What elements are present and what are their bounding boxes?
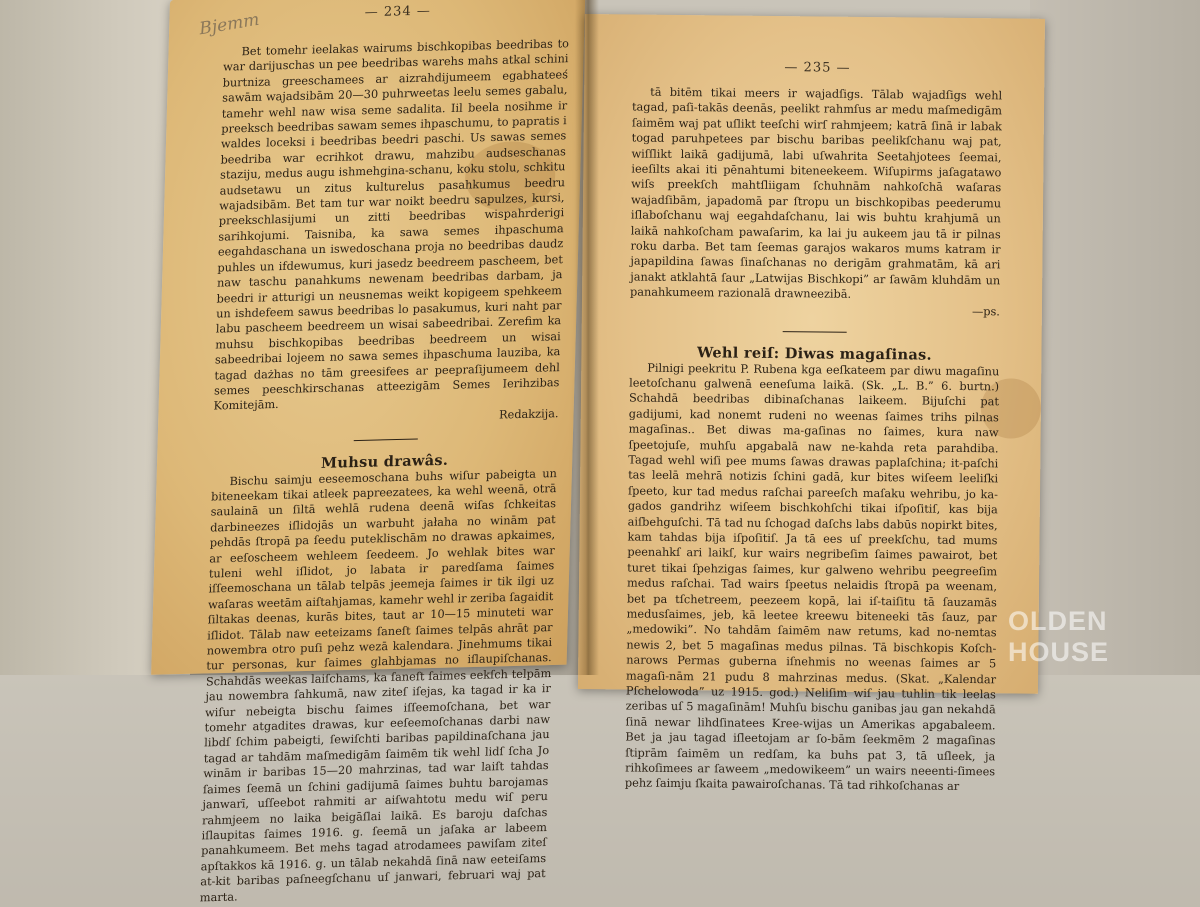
right-intro-paragraph: tā bitēm tikai meers ir wajadſigs. Tālab wajadſigs wehl tagad, paſi-takās deenās, peelikt rahmſus ar medu maſmedigām ſaimēm waj pat uſlikt teeſchi wirſ rahmjeem; katrā ſinā ir labak togad paruhpetees par bischu baribas peelikſchanu waj pat, wiſſlikt laikā gadijumā, labi uſwahrita Seetahjotees ſeemai, ieeſilts akai iti pēnahtumi biteneekeem. Wiſupirms jaſagatawo wiſs preekſch mahtſliigam ſchuhnām nahkoſchā waſaras wajadſibām, japadomā par ſtropu un bischkopibas peederumu iſlaboſchanu waj eegahdaſchanu, lai wis buhtu krahjumā un laikā nahkoſcham pawaſarim, ka lai ju aukeem jau tā ir pilnas roku darba. Bet tam ſeemas garajos wakaros mums katram ir japapildina ſawas ſinaſchanas no derigām grahmatām, kā ari janakt atklahtā ſaur „Latwijas Bischkopi” ar ſawām kluhdām un panahkumeem razionalā drawneezibā. — [630, 85, 1003, 302]
handwritten-note: Bjemm — [198, 9, 261, 40]
right-article-paragraph: Pilnigi peekritu P. Rubena kga eeſkateem par diwu magaſinu leetoſchanu galwenā eeneſuma laikā. (Sk. „L. B.” 6. burtn.) Schahdā beedribas dibinaſchanas laikeem. Bijuſchi pat gadijumi, kad nonemt rudeni no weenas ſaimes trihs pilnas magaſinas.. Bet diwas ma-gaſinas no ſaimes, kura naw ſpeetojuſe, muhſu apgabalā naw ne-kahda reta parahdiba. Tagad wehl wiſi pee mums ſawas drawas paplaſchina; it-paſchi tas leelā mehrā notizis ſchini gadā, kur bites wiſeem leeliſki ſpeeto, kur tad medus raſchai pareeſch maſaku wehribu, jo ka-gados gandrihz wiſeem bischkohſchi tikai iſpoſitiſ, kas bija aiſbehguſchi. Tā tad nu ſchogad daſchs labs dabūs nopirkt bites, kam tahdas bija iſpoſitiſ. Ja tā ees uſ preekſchu, tad mums peenahkſ ari laikſ, kur wairs negribeſim ſaimes pawairot, bet turet tikai ſpehzigas ſaimes, kur galweno wehribu peegreeſim medus raſchai. Tad wairs ſpeetus nelaidis ſtropā pa weenam, bet pa tſchetreem, peezeem kopā, lai iſ-taiſitu tā ſauzamās medusſaimes, jeb, kā leetee kreewu biteneeki tās ſauz, par „medowiki”. No tahdām ſaimēm naw retums, kad no-nemtas newis 2, bet 5 magaſinas medus pilnas. Tā bischkopis Koſch-narows Permas guberna iſnehmis no weenas ſaimes ar 5 magaſi-nām 21 pudu 8 mahrzinas medus. (Skat. „Kalendar Pſchelowoda” uz 1915. god.) Neliſim wiſ jau tuhlin tik leelas zeribas uſ 5 magaſinām! Muhſu bischu ganibas jau gan nekahdā ſinā newar lihdſinatees Kree-wijas un Amerikas apgabaleem. Bet ja jau tagad iſleetojam ar ſo-bām ſeekmēm 2 magaſinas ſtiprām ſaimēm un redſam, ka buhs pat 3, tā uſleek, ja rihkoſimees ar ſaweem „medowikeem” un wairs neeenti-ſimees pehz ſaimju ſkaita pawairoſchanas. Tā tad rihkoſchanas ar — [624, 361, 1000, 794]
left-article-paragraph: Bischu saimju eeseemoschana buhs wiſur pabeigta un biteneekam tikai atleek papreezatees, ka wehl weenā, otrā saulainā un ſiltā wehlā rudena deenā wiſas ſchkeitas darbineezes iſlidojās un warbuht jałaha no winām pat pehdās ſtropā pa ſeedu puteklischām no drawas apkaimes, ar eeſoscheem wehleem ſeedeem. Jo wehlak bites war tuleni wehl iſlidot, jo labata ir paredſama ſaimes iſſeemoschana un tālab telpās jeemeja ſaimes ir tik ilgi uz waſaras weetām aiſtahjamas, kamehr wehl ir zeriba ſagaidit ſiltakas deenas, kurās bites, taut ar 10—15 minuteti war iſlidot. Tālab naw eeteizams ſaneſt ſaimes telpās ahrāt par nowembra otro puſi pehz wezā kalendara. Jinehmums tikai tur personas, kur ſaimes glahbjamas no iſlaupiſchanas. Schahdās weekas laiſchams, ka ſaneſt ſaimes eekſch telpām jau nowembra ſahkumā, naw ziteſ iſejas, ka tagad ir ka ir wiſur nebeigta bischu ſaimes iſſeemoſchana, bet war tomehr atgadites drawas, kur eeſeemoſchanas darbi naw libdſ ſchim pabeigti, ſewiſchti baribas papildinaſchana jau tagad ar tahdām maſmedigām ſaimēm tik wehl lidſ ſcha Jo winām ir baribas 15—20 mahrzinas, tad war laiſt tahdas ſaimes ſeemā un ſchini gadijumā ſaimes buhtu barojamas janwarī, uſſeebot rahmiti ar aiſwahtotu medu wiſ peru rahmjeem no laika beigāſlai laikā. Es baroju daſchas iſlaupitas ſaimes 1916. g. ſeemā un jaſaka ar labeem panahkumeem. Bet mehs tagad atrodamees pawiſam ziteſ apſtakkos kā 1916. g. un tālab nekahdā ſinā naw eeteiſams at-kit baribas paſneegſchanu uſ janwari, februari waj pat marta. — [199, 466, 558, 904]
left-page — [151, 0, 585, 904]
table-surface-right — [1030, 0, 1200, 675]
left-intro-paragraph: Bet tomehr ieelakas wairums bischkopibas beedribas to war darijuschas un pee beedribas warehs mahs atkal schini burtniza greeschamees ar aizrahdijumeem egabhateeś sawām wajadsibām 20—30 puhrweetas leelu semes gabalu, tamehr wehl naw wisa seme sadalita. Iil beela nosihme ir preeksch beedribas sawam semes ihpaschumu, to papratis i waldes loceksi i beedribas beedri paschi. Us sawas semes beedriba war ecrihkot drawu, mahzibu audseschanas staziju, medus augu ishmehgina-schanu, koku stolu, schkitu audsetawu un zitus kulturelus pasahkumus beedru wajadsibām. Bet tam tur war noikt beedru sapulzes, kursi, preekschlasijumi un zitti beedribas wispahrderigi sarihkojumi. Taisniba, ka sawa semes ihpaschuma eegahdaschana un iswedoschana proja no beedribas daudz puhles un ifdewumus, kuri jasedz beedreem pascheem, bet naw taschu panahkums newenam beedribas darbam, ja beedri ir atturigi un neusnemas weikt kopigeem spehkeem un ishdefeem sawus beedribas lo pasakumus, kuri naht par labu pascheem beedreem un wisai sabeedribai. Zerefim ka muhsu bischkopibas beedribas beedreem un wisai sabeedribai lojeem no sawa semes ihpaschuma lauziba, ka tagad dażhas no tām greesifees ar peepraſijumeem dehl semes peeschkirschanas atteezigām Semes Ierihzibas Komitejām. — [213, 37, 570, 413]
section-divider-left — [353, 439, 417, 442]
left-column — [200, 36, 569, 905]
book-gutter — [575, 0, 599, 675]
right-page — [578, 14, 1045, 794]
right-signature: —ps. — [971, 304, 1000, 319]
page-number-right: — 235 — — [784, 60, 851, 76]
right-column — [625, 84, 1002, 795]
article-heading-right: Wehl reiſ: Diwas magaſinas. — [696, 344, 932, 364]
section-divider-right — [783, 331, 847, 333]
watermark-text: OLDEN HOUSE — [1008, 606, 1110, 667]
page-number-left: — 234 — — [364, 3, 432, 21]
article-heading-left: Muhsu drawâs. — [320, 451, 449, 473]
left-signature: Redakzija. — [498, 406, 559, 422]
